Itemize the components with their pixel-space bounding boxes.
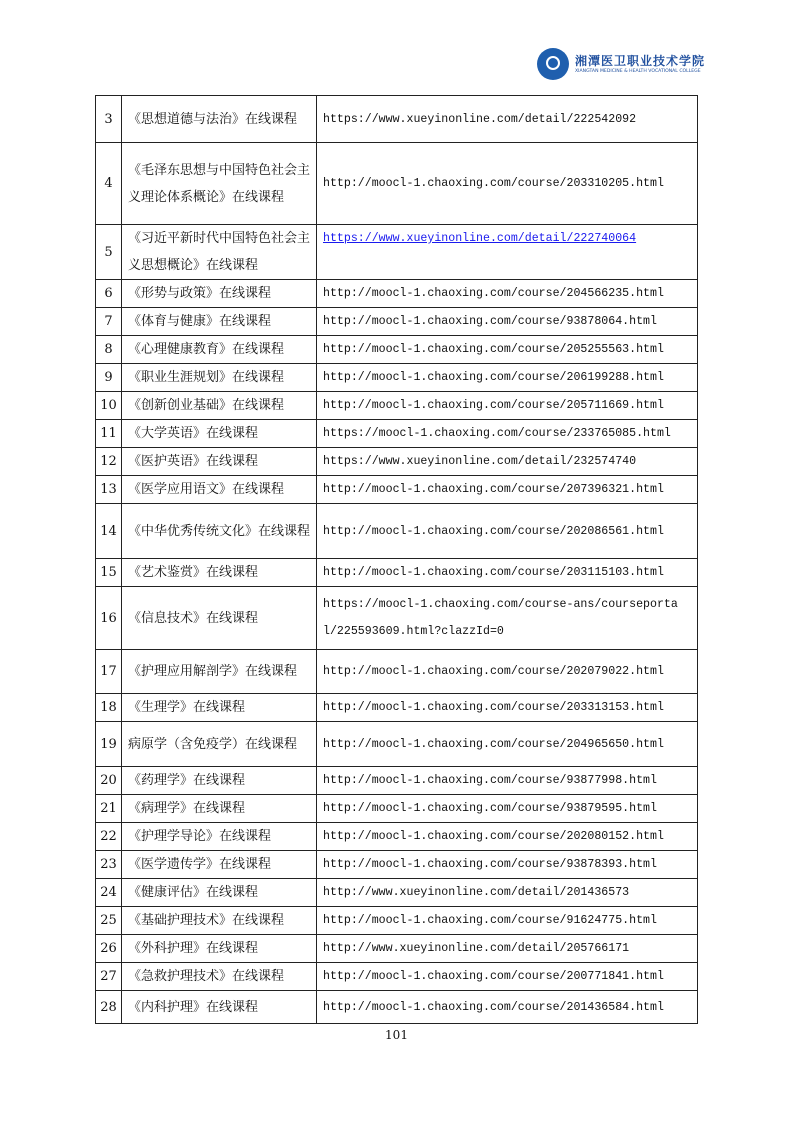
course-name: 《创新创业基础》在线课程 <box>122 392 317 420</box>
row-number: 6 <box>96 280 122 308</box>
college-seal-icon <box>537 48 569 80</box>
course-url: https://moocl-1.chaoxing.com/course-ans/courseportal/225593609.html?clazzId=0 <box>317 587 698 650</box>
table-row <box>96 795 698 823</box>
row-number: 4 <box>96 143 122 225</box>
course-name: 《护理学导论》在线课程 <box>122 823 317 851</box>
table-row <box>96 448 698 476</box>
course-url: http://www.xueyinonline.com/detail/201436573 <box>317 879 698 907</box>
table-row <box>96 823 698 851</box>
course-url-link[interactable]: https://www.xueyinonline.com/detail/222740064 <box>323 232 637 245</box>
course-name: 《信息技术》在线课程 <box>122 587 317 650</box>
table-row <box>96 392 698 420</box>
table-row <box>96 504 698 559</box>
course-name: 《生理学》在线课程 <box>122 694 317 722</box>
row-number: 25 <box>96 907 122 935</box>
course-name: 《中华优秀传统文化》在线课程 <box>122 504 317 559</box>
row-number: 9 <box>96 364 122 392</box>
table-row <box>96 143 698 225</box>
course-url: http://moocl-1.chaoxing.com/course/207396321.html <box>317 476 698 504</box>
row-number: 23 <box>96 851 122 879</box>
row-number: 8 <box>96 336 122 364</box>
course-url: http://moocl-1.chaoxing.com/course/204566235.html <box>317 280 698 308</box>
table-row <box>96 935 698 963</box>
course-name: 病原学（含免疫学）在线课程 <box>122 722 317 767</box>
course-name: 《基础护理技术》在线课程 <box>122 907 317 935</box>
course-url: http://moocl-1.chaoxing.com/course/205711669.html <box>317 392 698 420</box>
course-name: 《职业生涯规划》在线课程 <box>122 364 317 392</box>
table-row <box>96 963 698 991</box>
table-row <box>96 879 698 907</box>
table-row <box>96 587 698 650</box>
course-name: 《思想道德与法治》在线课程 <box>122 96 317 143</box>
course-name: 《健康评估》在线课程 <box>122 879 317 907</box>
table-row <box>96 650 698 694</box>
course-name: 《外科护理》在线课程 <box>122 935 317 963</box>
course-url: http://moocl-1.chaoxing.com/course/93879595.html <box>317 795 698 823</box>
course-url: http://moocl-1.chaoxing.com/course/93878393.html <box>317 851 698 879</box>
row-number: 12 <box>96 448 122 476</box>
table-row <box>96 851 698 879</box>
table-row <box>96 722 698 767</box>
course-table <box>95 95 698 1024</box>
row-number: 10 <box>96 392 122 420</box>
logo-english-name: XIANGTAN MEDICINE & HEALTH VOCATIONAL COLLEGE <box>575 68 701 74</box>
course-name: 《医护英语》在线课程 <box>122 448 317 476</box>
course-name: 《形势与政策》在线课程 <box>122 280 317 308</box>
course-url-cell <box>317 225 698 280</box>
row-number: 19 <box>96 722 122 767</box>
row-number: 5 <box>96 225 122 280</box>
course-name: 《心理健康教育》在线课程 <box>122 336 317 364</box>
page-number: 101 <box>385 1028 408 1042</box>
row-number: 3 <box>96 96 122 143</box>
table-row <box>96 767 698 795</box>
course-url: http://moocl-1.chaoxing.com/course/202086561.html <box>317 504 698 559</box>
table-row <box>96 420 698 448</box>
course-name: 《大学英语》在线课程 <box>122 420 317 448</box>
row-number: 21 <box>96 795 122 823</box>
row-number: 18 <box>96 694 122 722</box>
course-url: http://moocl-1.chaoxing.com/course/200771841.html <box>317 963 698 991</box>
course-url: https://www.xueyinonline.com/detail/222542092 <box>317 96 698 143</box>
course-name: 《药理学》在线课程 <box>122 767 317 795</box>
row-number: 16 <box>96 587 122 650</box>
course-name: 《习近平新时代中国特色社会主义思想概论》在线课程 <box>122 225 317 280</box>
table-row <box>96 336 698 364</box>
row-number: 13 <box>96 476 122 504</box>
table-row <box>96 694 698 722</box>
course-name: 《内科护理》在线课程 <box>122 991 317 1024</box>
course-url: http://moocl-1.chaoxing.com/course/93877998.html <box>317 767 698 795</box>
table-row <box>96 476 698 504</box>
course-url: http://moocl-1.chaoxing.com/course/203115103.html <box>317 559 698 587</box>
row-number: 24 <box>96 879 122 907</box>
table-row <box>96 96 698 143</box>
course-name: 《医学遗传学》在线课程 <box>122 851 317 879</box>
row-number: 7 <box>96 308 122 336</box>
course-url: http://moocl-1.chaoxing.com/course/204965650.html <box>317 722 698 767</box>
row-number: 27 <box>96 963 122 991</box>
table-row <box>96 225 698 280</box>
table-row <box>96 280 698 308</box>
course-url: http://moocl-1.chaoxing.com/course/93878064.html <box>317 308 698 336</box>
logo-chinese-name: 湘潭医卫职业技术学院 <box>575 53 706 68</box>
row-number: 26 <box>96 935 122 963</box>
row-number: 17 <box>96 650 122 694</box>
course-name: 《急救护理技术》在线课程 <box>122 963 317 991</box>
course-url: http://moocl-1.chaoxing.com/course/205255563.html <box>317 336 698 364</box>
row-number: 28 <box>96 991 122 1024</box>
course-url: https://www.xueyinonline.com/detail/232574740 <box>317 448 698 476</box>
course-url: http://moocl-1.chaoxing.com/course/91624775.html <box>317 907 698 935</box>
course-name: 《医学应用语文》在线课程 <box>122 476 317 504</box>
course-url: http://moocl-1.chaoxing.com/course/206199288.html <box>317 364 698 392</box>
course-name: 《艺术鉴赏》在线课程 <box>122 559 317 587</box>
row-number: 14 <box>96 504 122 559</box>
course-name: 《毛泽东思想与中国特色社会主义理论体系概论》在线课程 <box>122 143 317 225</box>
table-row <box>96 991 698 1024</box>
course-name: 《病理学》在线课程 <box>122 795 317 823</box>
course-name: 《护理应用解剖学》在线课程 <box>122 650 317 694</box>
course-url: https://moocl-1.chaoxing.com/course/233765085.html <box>317 420 698 448</box>
course-url: http://moocl-1.chaoxing.com/course/203310205.html <box>317 143 698 225</box>
table-row <box>96 364 698 392</box>
course-url: http://moocl-1.chaoxing.com/course/202079022.html <box>317 650 698 694</box>
course-url: http://moocl-1.chaoxing.com/course/203313153.html <box>317 694 698 722</box>
row-number: 15 <box>96 559 122 587</box>
row-number: 20 <box>96 767 122 795</box>
course-name: 《体育与健康》在线课程 <box>122 308 317 336</box>
table-row <box>96 308 698 336</box>
course-url: http://moocl-1.chaoxing.com/course/202080152.html <box>317 823 698 851</box>
row-number: 22 <box>96 823 122 851</box>
course-url: http://www.xueyinonline.com/detail/205766171 <box>317 935 698 963</box>
row-number: 11 <box>96 420 122 448</box>
table-row <box>96 907 698 935</box>
course-url: http://moocl-1.chaoxing.com/course/201436584.html <box>317 991 698 1024</box>
college-logo <box>537 48 705 80</box>
table-row <box>96 559 698 587</box>
